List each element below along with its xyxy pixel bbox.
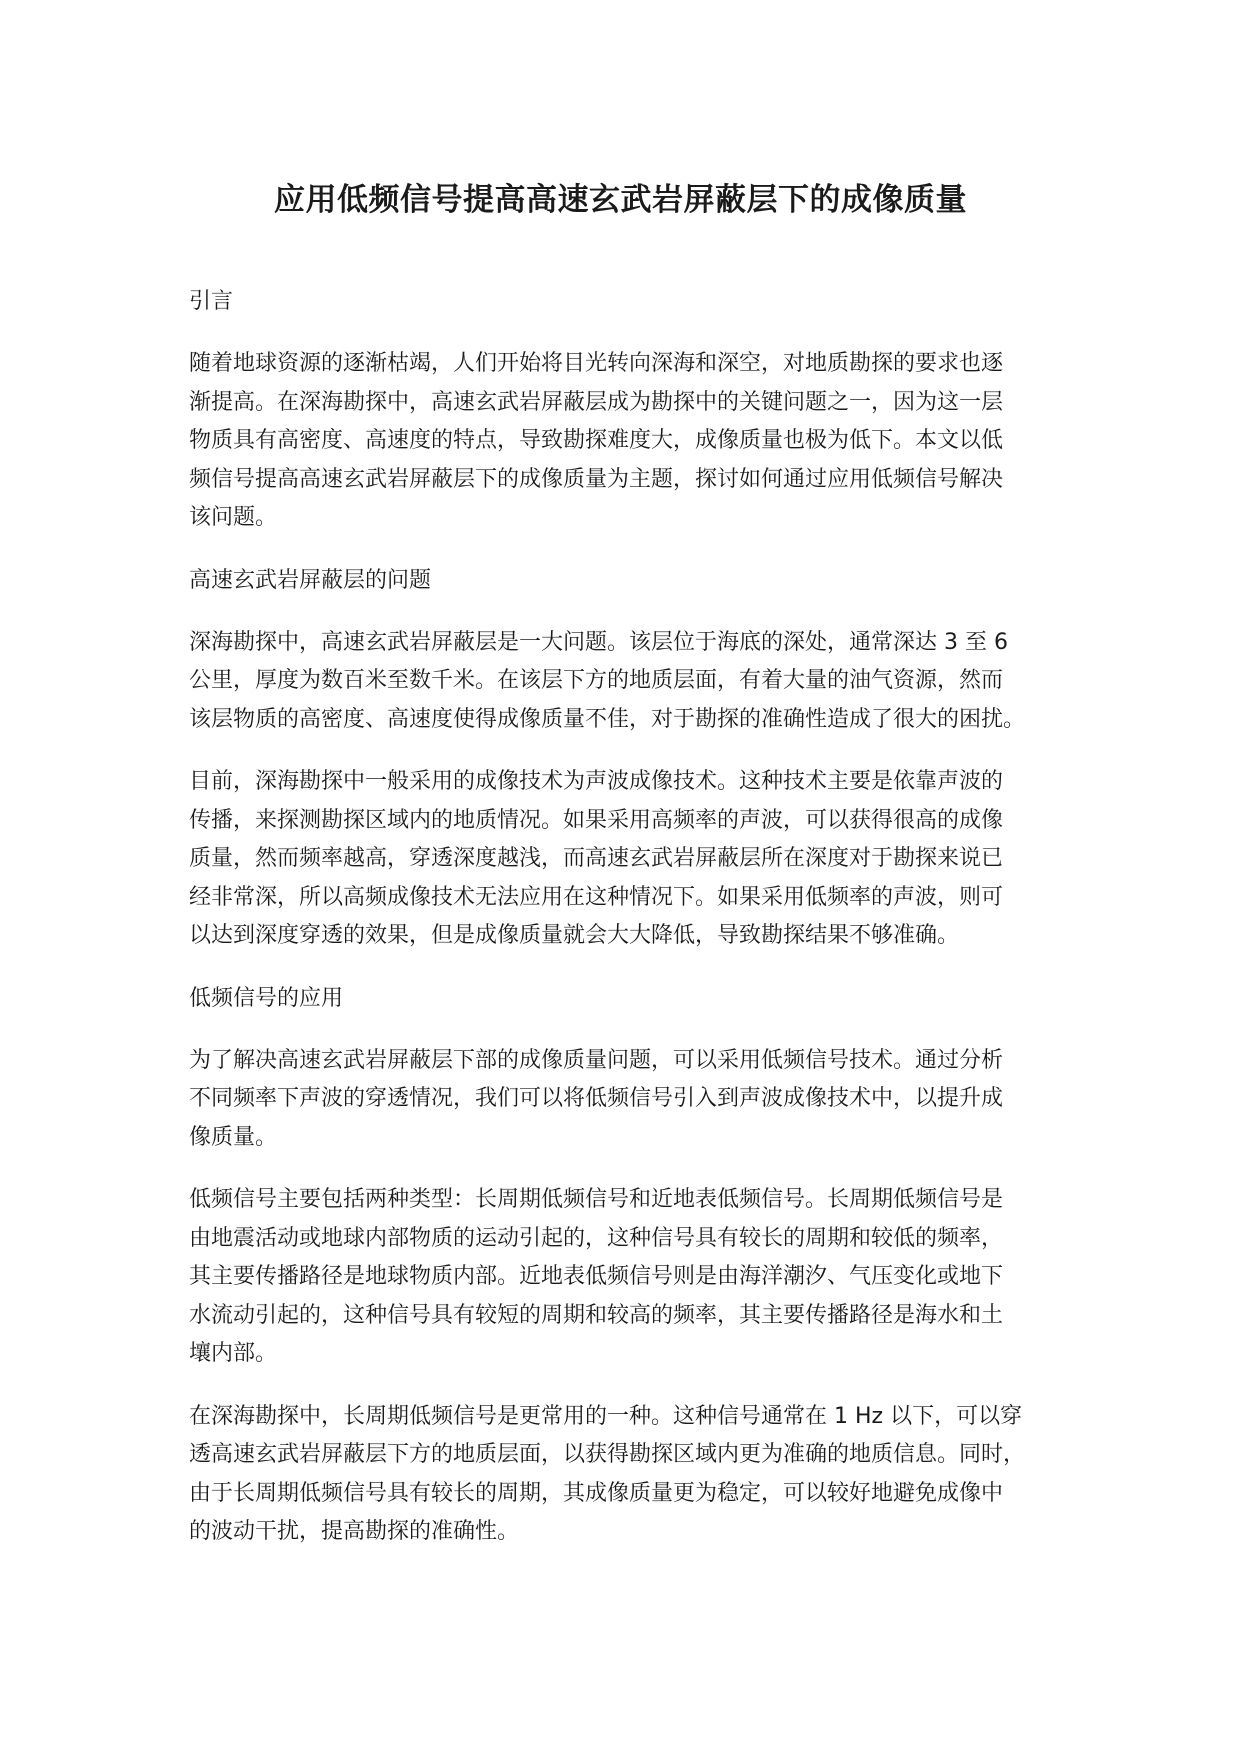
text-line: 传播，来探测勘探区域内的地质情况。如果采用高频率的声波，可以获得很高的成像 bbox=[189, 807, 1004, 833]
text-line: 不同频率下声波的穿透情况，我们可以将低频信号引入到声波成像技术中，以提升成 bbox=[189, 1086, 1004, 1111]
document-title: 应用低频信号提高高速玄武岩屏蔽层下的成像质量 bbox=[274, 182, 967, 218]
text-line: 壤内部。 bbox=[189, 1341, 278, 1366]
text-line: 渐提高。在深海勘探中，高速玄武岩屏蔽层成为勘探中的关键问题之一，因为这一层 bbox=[189, 389, 1004, 415]
text-line: 透高速玄武岩屏蔽层下方的地质层面，以获得勘探区域内更为准确的地质信息。同时， bbox=[189, 1442, 1026, 1467]
document-body bbox=[189, 283, 1094, 1576]
section-heading-introduction: 引言 bbox=[189, 289, 234, 314]
paragraph bbox=[189, 1181, 1094, 1374]
text-line: 由于长周期低频信号具有较长的周期，其成像质量更为稳定，可以较好地避免成像中 bbox=[189, 1480, 1004, 1506]
text-line: 目前，深海勘探中一般采用的成像技术为声波成像技术。这种技术主要是依靠声波的 bbox=[189, 769, 1004, 794]
text-line: 在深海勘探中，长周期低频信号是更常用的一种。这种信号通常在 1 Hz 以下，可以穿 bbox=[189, 1403, 1023, 1429]
text-line: 经非常深，所以高频成像技术无法应用在这种情况下。如果采用低频率的声波，则可 bbox=[189, 884, 1004, 910]
text-line: 该问题。 bbox=[189, 505, 278, 530]
text-line: 随着地球资源的逐渐枯竭，人们开始将目光转向深海和深空，对地质勘探的要求也逐 bbox=[189, 351, 1004, 376]
text-line: 由地震活动或地球内部物质的运动引起的，这种信号具有较长的周期和较低的频率， bbox=[189, 1225, 1004, 1251]
text-line: 质量，然而频率越高，穿透深度越浅，而高速玄武岩屏蔽层所在深度对于勘探来说已 bbox=[189, 846, 1004, 871]
paragraph bbox=[189, 1398, 1094, 1552]
text-line: 为了解决高速玄武岩屏蔽层下部的成像质量问题，可以采用低频信号技术。通过分析 bbox=[189, 1047, 1004, 1073]
text-line: 公里，厚度为数百米至数千米。在该层下方的地质层面，有着大量的油气资源，然而 bbox=[189, 668, 1004, 693]
text-line: 深海勘探中，高速玄武岩屏蔽层是一大问题。该层位于海底的深处，通常深达 3 至 6 bbox=[189, 629, 1008, 655]
text-line: 频信号提高高速玄武岩屏蔽层下的成像质量为主题，探讨如何通过应用低频信号解决 bbox=[189, 466, 1004, 492]
paragraph bbox=[189, 624, 1094, 740]
text-line: 物质具有高密度、高速度的特点，导致勘探难度大，成像质量也极为低下。本文以低 bbox=[189, 428, 1004, 453]
text-line: 的波动干扰，提高勘探的准确性。 bbox=[189, 1519, 520, 1544]
section-heading-basalt-problem: 高速玄武岩屏蔽层的问题 bbox=[189, 567, 432, 593]
text-line: 其主要传播路径是地球物质内部。近地表低频信号则是由海洋潮汐、气压变化或地下 bbox=[189, 1264, 1004, 1289]
text-line: 低频信号主要包括两种类型：长周期低频信号和近地表低频信号。长周期低频信号是 bbox=[189, 1187, 1004, 1212]
section-heading-low-frequency-application: 低频信号的应用 bbox=[189, 985, 344, 1011]
paragraph bbox=[189, 763, 1094, 956]
paragraph bbox=[189, 345, 1094, 538]
paragraph bbox=[189, 1042, 1094, 1158]
text-line: 像质量。 bbox=[189, 1124, 278, 1150]
text-line: 该层物质的高密度、高速度使得成像质量不佳，对于勘探的准确性造成了很大的困扰。 bbox=[189, 706, 1026, 732]
text-line: 以达到深度穿透的效果，但是成像质量就会大大降低，导致勘探结果不够准确。 bbox=[189, 923, 960, 948]
text-line: 水流动引起的，这种信号具有较短的周期和较高的频率，其主要传播路径是海水和土 bbox=[189, 1302, 1004, 1328]
